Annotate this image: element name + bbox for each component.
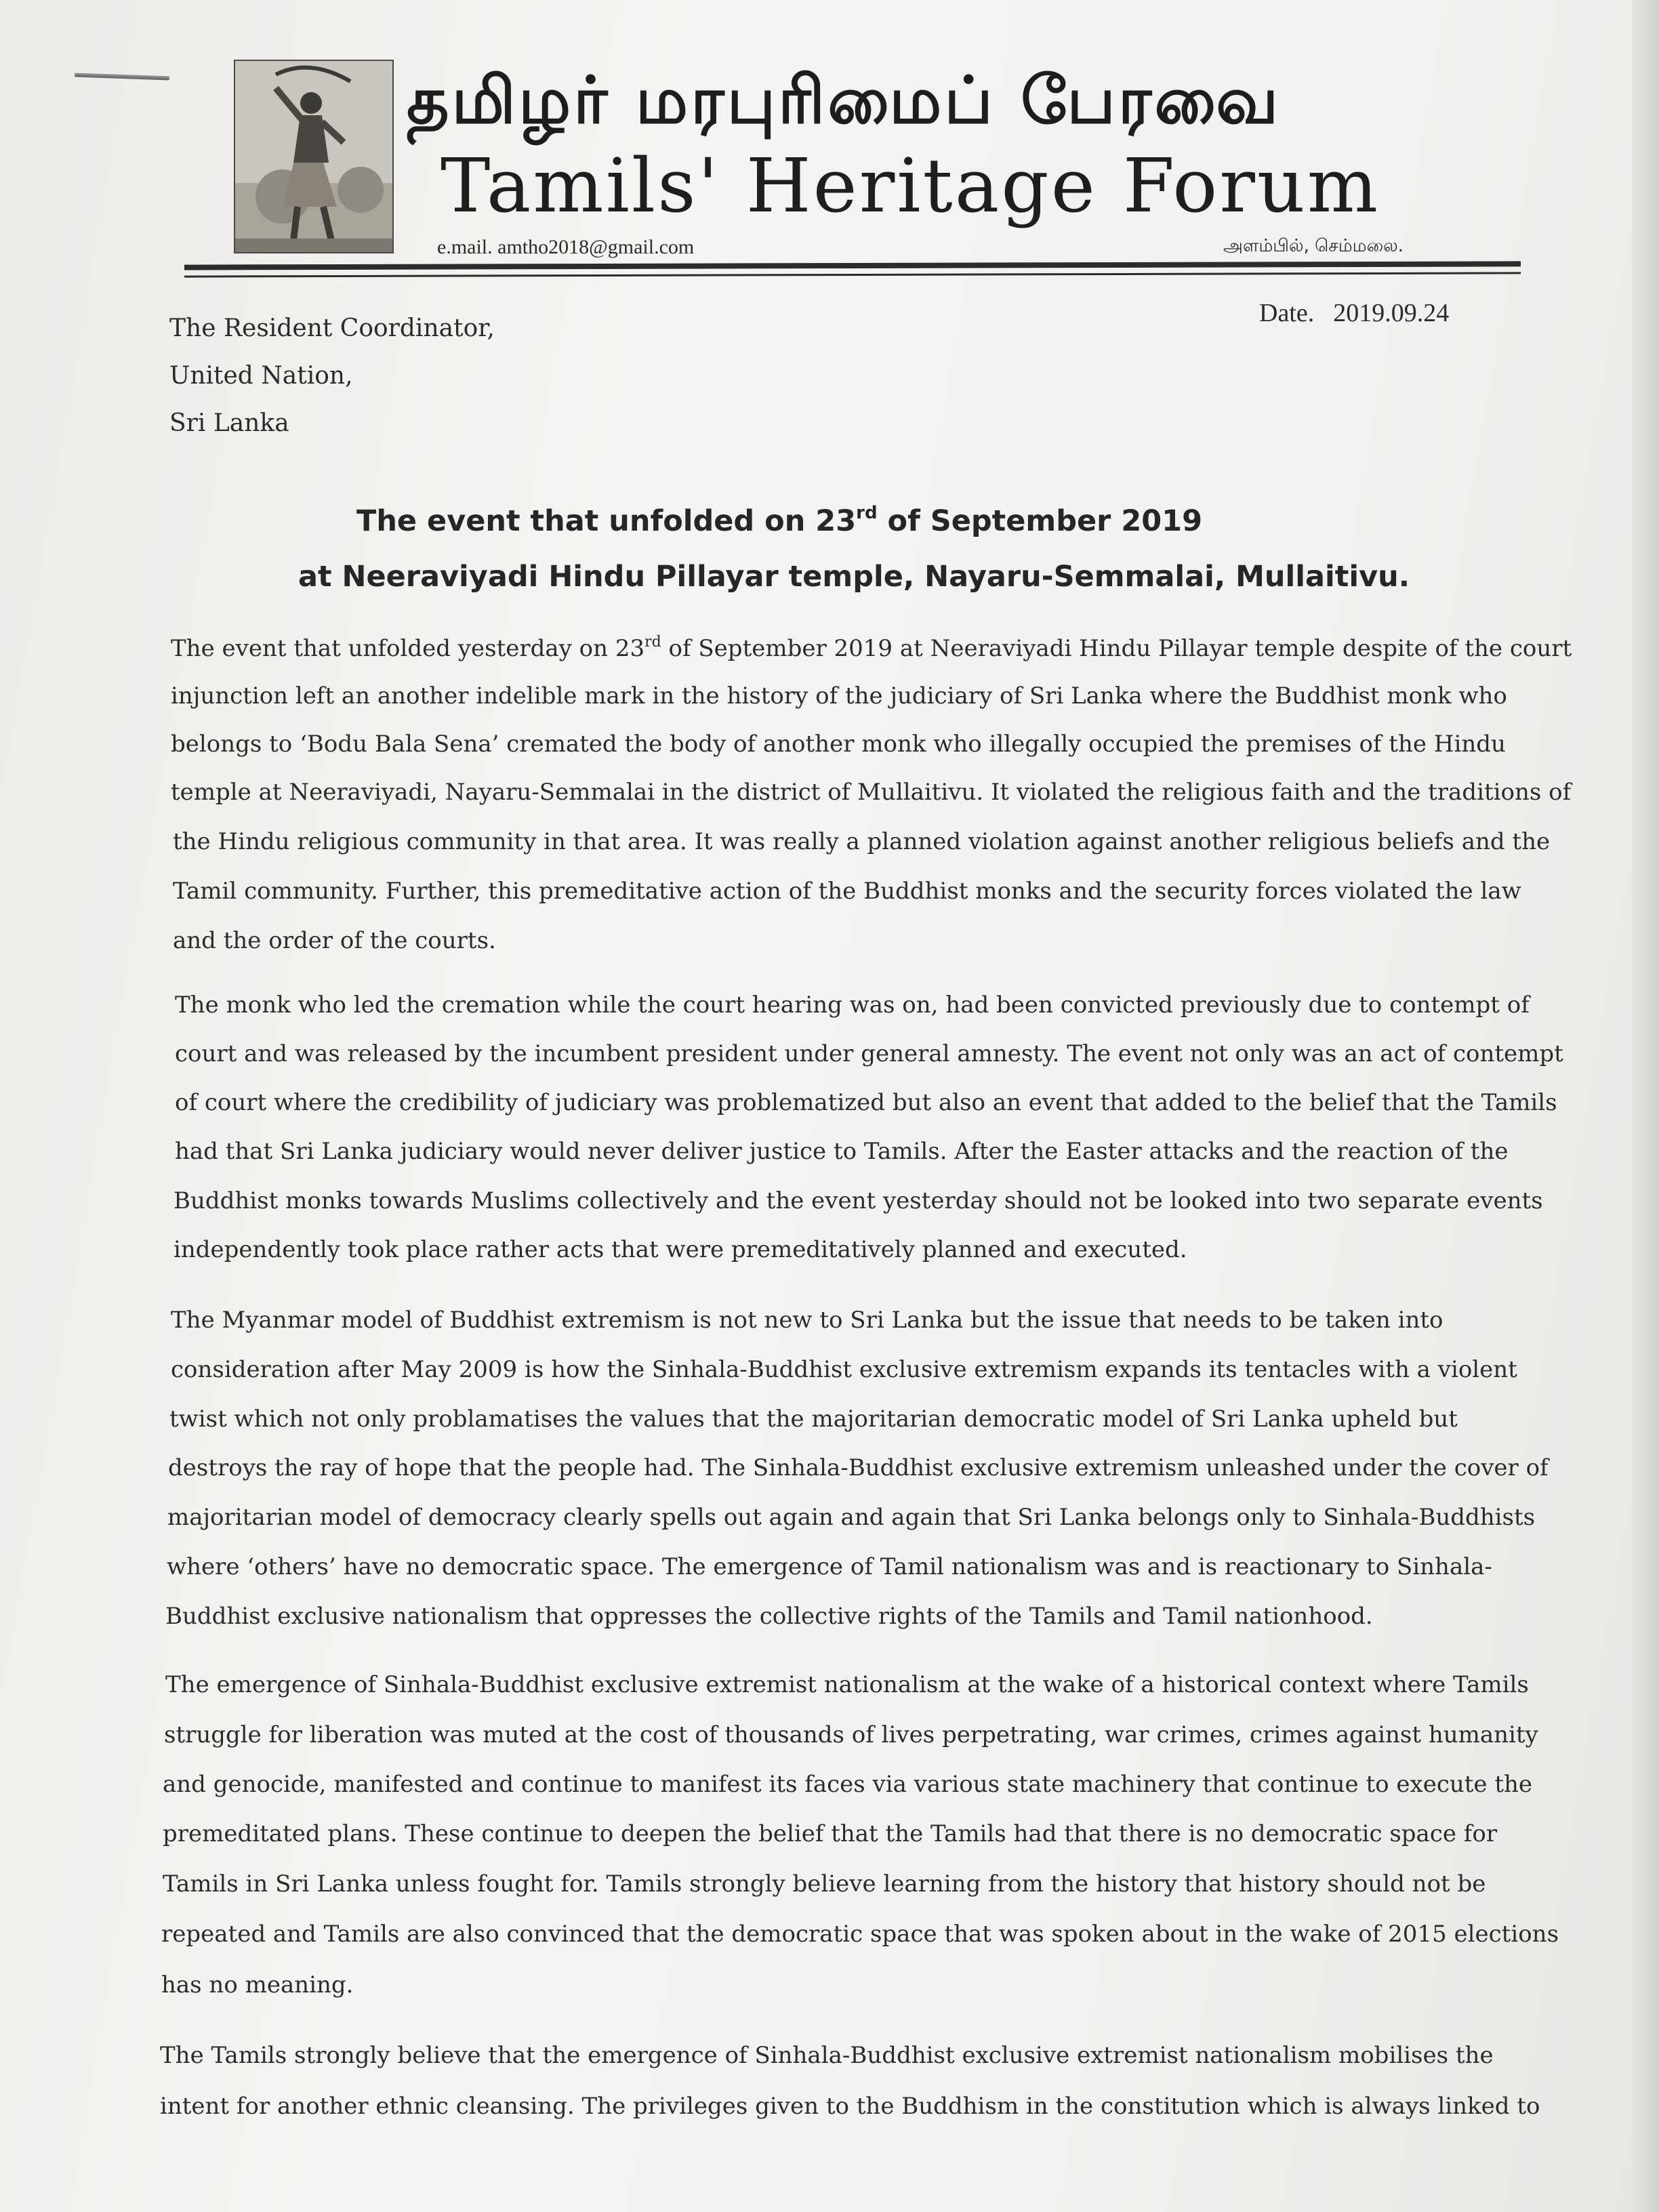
- letter-date: [1259, 298, 1449, 328]
- paragraph3-line: consideration after May 2009 is how the Sinhala-Buddhist exclusive extremism expands its tentacles with a violent: [171, 1356, 1517, 1383]
- letterhead-tamil-title: தமிழர் மரபுரிமைப் பேரவை: [407, 62, 1282, 138]
- paragraph2-line: The monk who led the cremation while the court hearing was on, had been convicted previously due to contempt of: [175, 991, 1530, 1019]
- paragraph1-line: injunction left an another indelible mark in the history of the judiciary of Sri Lanka where the Buddhist monk who: [171, 682, 1507, 710]
- paragraph3-line: The Myanmar model of Buddhist extremism is not new to Sri Lanka but the issue that needs to be taken into: [171, 1307, 1443, 1334]
- letterhead-rule-thick: [184, 261, 1521, 270]
- paragraph2-line: independently took place rather acts that were premeditatively planned and executed.: [173, 1236, 1187, 1263]
- paragraph4-line: struggle for liberation was muted at the cost of thousands of lives perpetrating, war crimes, crimes against humanity: [164, 1721, 1538, 1748]
- recipient-line: Sri Lanka: [169, 409, 289, 437]
- staple: [75, 73, 169, 81]
- heading-text: The event that unfolded on 23: [356, 504, 857, 538]
- paragraph4-line: Tamils in Sri Lanka unless fought for. Tamils strongly believe learning from the history that history should not be: [163, 1870, 1486, 1898]
- paragraph3-line: destroys the ray of hope that the people had. The Sinhala-Buddhist exclusive extremism unleashed under the cover of: [168, 1454, 1549, 1481]
- letterhead-english-title: Tamils' Heritage Forum: [441, 142, 1380, 229]
- paragraph3-line: where ‘others’ have no democratic space. The emergence of Tamil nationalism was and is reactionary to Sinhala-: [167, 1553, 1492, 1580]
- date-value: 2019.09.24: [1333, 299, 1450, 327]
- paragraph2-line: court and was released by the incumbent president under general amnesty. The event not only was an act of contempt: [175, 1040, 1563, 1067]
- paragraph3-line: twist which not only problamatises the values that the majoritarian democratic model of Sri Lanka upheld but: [169, 1406, 1458, 1433]
- paragraph2-line: of court where the credibility of judiciary was problematized but also an event that added to the belief that the Tamils: [175, 1089, 1557, 1116]
- heading-ordinal: rd: [856, 503, 878, 523]
- paragraph5-line: The Tamils strongly believe that the emergence of Sinhala-Buddhist exclusive extremist nationalism mobilises the: [160, 2042, 1494, 2069]
- recipient-address: [169, 305, 495, 447]
- letterhead-place: அளம்பில், செம்மலை.: [1223, 236, 1404, 256]
- paragraph1-line: belongs to ‘Bodu Bala Sena’ cremated the body of another monk who illegally occupied the premises of the Hindu: [171, 731, 1506, 758]
- paragraph4-line: repeated and Tamils are also convinced that the democratic space that was spoken about in the wake of 2015 elections: [161, 1921, 1559, 1948]
- body-text: The event that unfolded yesterday on 23: [171, 635, 645, 662]
- paragraph4-line: and genocide, manifested and continue to manifest its faces via various state machinery that continue to execute the: [163, 1771, 1533, 1798]
- paragraph1-line: [171, 634, 1572, 662]
- paragraph2-line: Buddhist monks towards Muslims collectively and the event yesterday should not be looked into two separate events: [173, 1187, 1543, 1214]
- paragraph4-line: has no meaning.: [161, 1971, 354, 1999]
- recipient-line: The Resident Coordinator,: [169, 314, 495, 342]
- paragraph1-line: temple at Neeraviyadi, Nayaru-Semmalai in the district of Mullaitivu. It violated the religious faith and the traditions of: [171, 779, 1572, 806]
- body-text: of September 2019 at Neeraviyadi Hindu Pillayar temple despite of the court: [661, 635, 1572, 662]
- page-edge-shadow: [1632, 0, 1659, 2212]
- paragraph4-line: premeditated plans. These continue to deepen the belief that the Tamils had that there is no democratic space for: [163, 1820, 1498, 1847]
- paragraph3-line: Buddhist exclusive nationalism that oppresses the collective rights of the Tamils and Tamil nationhood.: [165, 1603, 1373, 1630]
- recipient-line: United Nation,: [169, 362, 353, 390]
- paragraph2-line: had that Sri Lanka judiciary would never deliver justice to Tamils. After the Easter attacks and the reaction of the: [175, 1138, 1509, 1165]
- paragraph1-line: Tamil community. Further, this premeditative action of the Buddhist monks and the security forces violated the law: [173, 878, 1521, 905]
- ordinal-suffix: rd: [644, 634, 661, 651]
- subject-heading-line2: at Neeraviyadi Hindu Pillayar temple, Nayaru-Semmalai, Mullaitivu.: [298, 560, 1410, 594]
- warrior-emblem-icon: [235, 61, 392, 252]
- paragraph3-line: majoritarian model of democracy clearly spells out again and again that Sri Lanka belongs only to Sinhala-Buddhists: [167, 1504, 1536, 1531]
- subject-heading-line1: [203, 503, 1355, 538]
- date-label: Date.: [1259, 299, 1315, 327]
- paragraph4-line: The emergence of Sinhala-Buddhist exclusive extremist nationalism at the wake of a historical context where Tamils: [165, 1671, 1529, 1698]
- letterhead-email: e.mail. amtho2018@gmail.com: [437, 236, 695, 258]
- warrior-emblem-logo: [234, 60, 394, 253]
- letterhead-rule-thin: [184, 272, 1521, 277]
- paragraph5-line: intent for another ethnic cleansing. The privileges given to the Buddhism in the constitution which is always linked to: [160, 2093, 1540, 2120]
- heading-text: of September 2019: [877, 504, 1203, 538]
- paragraph1-line: and the order of the courts.: [173, 927, 496, 954]
- paragraph1-line: the Hindu religious community in that area. It was really a planned violation against another religious beliefs and the: [173, 828, 1551, 855]
